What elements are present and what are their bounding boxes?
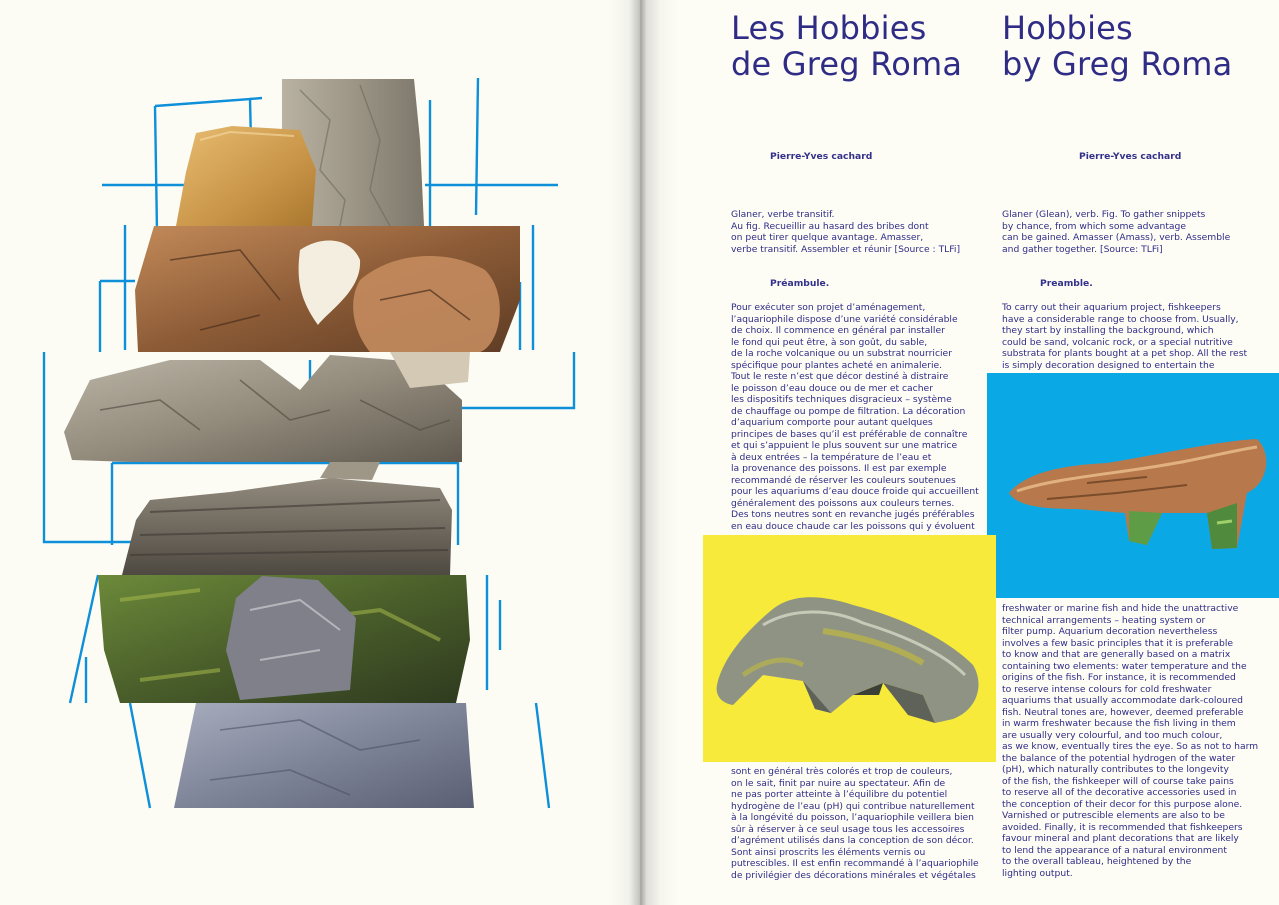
subtitle-french: Préambule. (770, 278, 830, 289)
left-page (0, 0, 638, 905)
yellow-photo-block (703, 535, 996, 762)
rock-collage-artwork (0, 0, 600, 905)
author-name-english: Pierre-Yves cachard (1079, 151, 1182, 162)
brown-rock-cave-photo (987, 373, 1279, 598)
definition-french: Glaner, verbe transitif. Au fig. Recueillir au hasard des bribes dont on peut tirer quelque avantage. Amasser, verbe transitif. Assembler et réunir [Source : TLFi] (731, 209, 961, 255)
body-text-french-part2: sont en général très colorés et trop de couleurs, on le sait, finit par nuire au spectateur. Afin de ne pas porter atteinte à l’équilibre du potentiel hydrogène de l’eau (pH) qui contribue naturellement à la longévité du poisson, l’aquariophile veillera bien sûr à réserver à ce seul usage tous les accessoires d’agrément utilisés dans la conception de son décor. Sont ainsi proscrits les éléments vernis ou putrescibles. Il est enfin recommandé à l’aquariophile de privilégier des décorations minérales et végétales (731, 766, 979, 881)
title-line-1: Hobbies (1002, 9, 1133, 47)
grey-moss-rock-photo (703, 535, 996, 762)
title-line-2: de Greg Roma (731, 45, 963, 83)
author-name-french: Pierre-Yves cachard (770, 151, 873, 162)
page-title-english (1002, 10, 1232, 82)
title-line-2: by Greg Roma (1002, 45, 1233, 83)
body-text-english-part2: freshwater or marine fish and hide the unattractive technical arrangements – heating system or filter pump. Aquarium decoration nevertheless involves a few basic principles that it is preferable to know and that are generally based on a matrix containing two elements: water temperature and the origins of the fish. For instance, it is recommended to reserve intense colours for cold freshwater aquariums that usually accommodate dark-coloured fish. Neutral tones are, however, deemed preferable in warm freshwater because the fish living in them are usually very colourful, and too much colour, as we know, eventually tires the eye. So as not to harm the balance of the potential hydrogen of the water (pH), which naturally contributes to the longevity of the fish, the fishkeeper will of course take pains to reserve all of the decorative accessories used in the conception of their decor for this purpose alone. Varnished or putrescible elements are also to be avoided. Finally, it is recommended that fishkeepers favour mineral and plant decorations that are likely to lend the appearance of a natural environment to the overall tableau, heightened by the lighting output. (1002, 603, 1259, 879)
subtitle-english: Preamble. (1040, 278, 1093, 289)
page-title-french (731, 10, 962, 82)
cyan-photo-block (987, 373, 1279, 598)
body-text-french-part1: Pour exécuter son projet d’aménagement, l’aquariophile dispose d’une variété considérable de choix. Il commence en général par installer le fond qui peut être, à son goût, du sable, de la roche volcanique ou un substrat nourricier spécifique pour plantes acheté en animalerie. Tout le reste n’est que décor destiné à distraire le poisson d’eau douce ou de mer et cacher les dispositifs techniques disgracieux – système de chauffage ou pompe de filtration. La décoration d’aquarium comporte pour autant quelques principes de bases qu’il est préférable de connaître et qui s’appuient le plus souvent sur une matrice à deux entrées – la température de l’eau et la provenance des poissons. Il est par exemple recommandé de réserver les couleurs soutenues pour les aquariums d’eau douce froide qui accueillent généralement des poissons aux couleurs ternes. Des tons neutres sont en revanche jugés préférables en eau douce chaude car les poissons qui y évoluent (731, 302, 979, 532)
body-text-english-part1: To carry out their aquarium project, fishkeepers have a considerable range to choose from. Usually, they start by installing the background, which could be sand, volcanic rock, or a special nutritive substrata for plants bought at a pet shop. All the rest is simply decoration designed to entertain the (1002, 302, 1248, 371)
title-line-1: Les Hobbies (731, 9, 927, 47)
definition-english: Glaner (Glean), verb. Fig. To gather snippets by chance, from which some advantage can be gained. Amasser (Amass), verb. Assemble and gather together. [Source: TLFi] (1002, 209, 1231, 255)
